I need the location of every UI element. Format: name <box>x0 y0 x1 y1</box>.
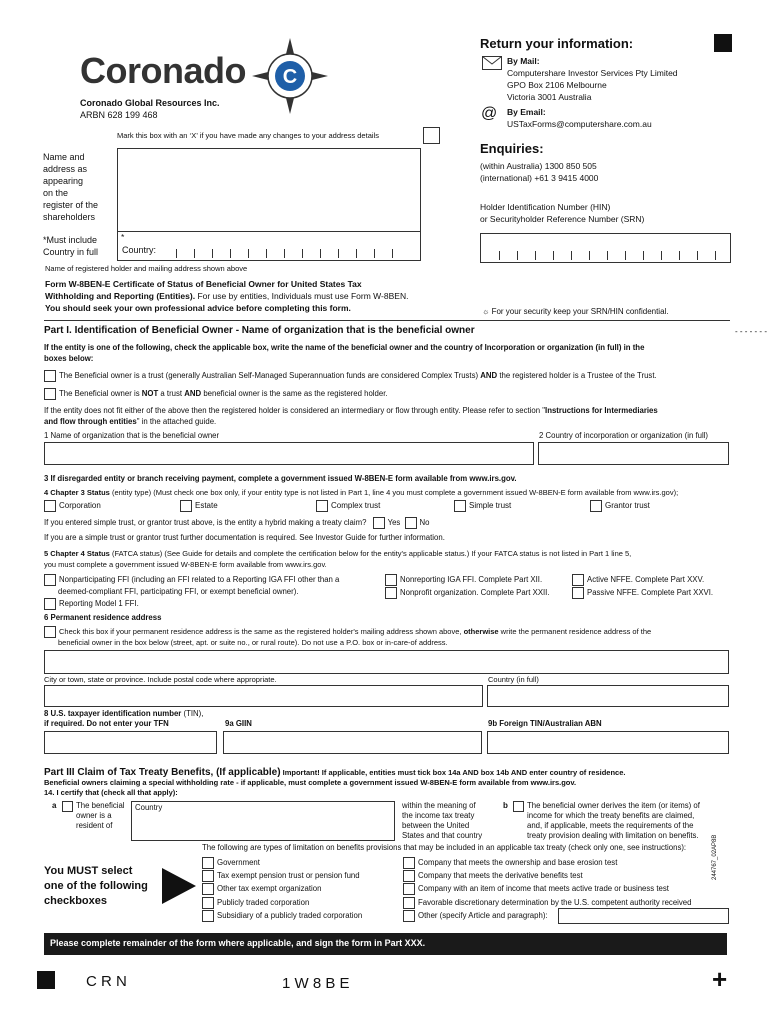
part3-title: Part III Claim of Tax Treaty Benefits, (If applicable) <box>44 767 281 778</box>
corporation-checkbox[interactable] <box>44 500 56 512</box>
nonreporting-iga-checkbox[interactable] <box>385 574 397 586</box>
b-letter: b <box>503 801 508 810</box>
resident-checkbox[interactable] <box>62 801 73 812</box>
line4-title: 4 Chapter 3 Status <box>44 488 110 497</box>
form-title-line: Form W-8BEN-E Certificate of Status of Beneficial Owner for United States Tax <box>45 279 362 289</box>
grantor-trust-checkbox[interactable] <box>590 500 602 512</box>
section-divider <box>44 320 730 321</box>
address-caption: Name of registered holder and mailing address shown above <box>45 264 248 273</box>
lob-label: Subsidiary of a publicly traded corporation <box>217 910 363 920</box>
line6-text: otherwise <box>463 626 499 636</box>
fatca-nonparticipating[interactable] <box>44 574 339 586</box>
address-label-line: address as <box>43 164 88 174</box>
meaning-line: the income tax treaty <box>402 811 475 820</box>
lob-left-options <box>202 856 362 922</box>
hybrid-question-text: If you entered simple trust, or grantor trust above, is the entity a hybrid making a treaty claim? <box>44 518 367 528</box>
address-input-box[interactable] <box>117 148 421 261</box>
compass-logo-icon <box>250 36 330 116</box>
lob-label: Other (specify Article and paragraph): <box>418 910 548 920</box>
line6-text-cont: beneficial owner in the box below (street, apt. or suite no., or rural route). Do not use a P.O. box or in-care-of address. <box>58 638 448 647</box>
part1-instructions <box>44 342 644 364</box>
security-note <box>482 307 669 316</box>
derivative-test-checkbox[interactable] <box>403 870 415 882</box>
fatca-label: Reporting Model 1 FFI. <box>59 599 139 609</box>
b-text <box>527 801 700 841</box>
resident-label <box>76 801 125 831</box>
address-label-line: appearing <box>43 176 84 186</box>
fatca-reporting-model[interactable] <box>44 598 139 610</box>
line6-title: 6 Permanent residence address <box>44 613 162 622</box>
us-tin-input[interactable] <box>44 731 217 754</box>
company-name: Coronado Global Resources Inc. <box>80 98 220 108</box>
must-include-line: *Must include <box>43 235 98 245</box>
complex-trust-checkbox[interactable] <box>316 500 328 512</box>
form-advice-line: You should seek your own professional advice before completing this form. <box>45 303 351 313</box>
reporting-model-checkbox[interactable] <box>44 598 56 610</box>
address-change-instruction: Mark this box with an ‘X’ if you have made any changes to your address details <box>117 131 379 140</box>
discretionary-checkbox[interactable] <box>403 897 415 909</box>
pointer-arrow-icon <box>162 868 196 909</box>
crn-label: C R N <box>86 973 127 990</box>
meaning-line: between the United <box>402 821 470 830</box>
note-text: " in the attached guide. <box>136 417 217 426</box>
org-name-label: 1 Name of organization that is the beneficial owner <box>44 431 220 440</box>
tin-note: if required. Do not enter your TFN <box>44 719 169 728</box>
b-text-line: The beneficial owner derives the item (or items) of <box>527 801 700 810</box>
further-docs-note: If you are a simple trust or grantor trust further documentation is required. See Investor Guide for further information. <box>44 533 445 542</box>
giin-input[interactable] <box>223 731 482 754</box>
lob-label: Company that meets the ownership and base erosion test <box>418 858 618 867</box>
line6-text: write the permanent residence address of the <box>498 626 652 636</box>
resident-text: The beneficial <box>76 801 125 810</box>
line3-text: 3 If disregarded entity or branch receiving payment, complete a government issued W-8BEN-E form available from www.irs.gov. <box>44 474 517 483</box>
option-text: beneficial owner is the same as the registered holder. <box>201 389 388 399</box>
fatca-label: Passive NFFE. Complete Part XXVI. <box>587 588 714 598</box>
address-label-line: register of the <box>43 200 99 210</box>
instruction-line: If the entity is one of the following, check the applicable box, write the name of the beneficial owner and the country of Incorporation or organization (in full) in the <box>44 343 645 352</box>
fatca-label: Active NFFE. Complete Part XXV. <box>587 575 705 585</box>
lob-option[interactable] <box>202 882 362 895</box>
corner-marker <box>714 34 732 52</box>
status-simple-trust[interactable] <box>454 500 511 512</box>
line5-desc: you must complete a government issued W-8BEN-E form available from www.irs.gov. <box>44 560 327 569</box>
lob-intro: The following are types of limitation on benefits provisions that may be included in an applicable tax treaty (check only one, see instructions): <box>202 843 687 852</box>
status-corporation[interactable] <box>44 500 101 512</box>
hybrid-no-checkbox[interactable] <box>405 517 417 529</box>
trust-option[interactable] <box>44 370 657 382</box>
instruction-banner <box>44 933 727 955</box>
part3-sub: Beneficial owners claiming a special withholding rate - if applicable, must complete a government issued W-8BEN-E form available from www.irs.gov. <box>44 778 577 787</box>
b-text-line: income for which the treaty benefits are claimed, <box>527 811 695 820</box>
country-inc-label: 2 Country of incorporation or organization (in full) <box>539 431 709 440</box>
resident-text: owner is a <box>76 811 112 820</box>
by-email-label: By Email: <box>507 107 546 117</box>
status-label: Estate <box>195 501 218 511</box>
hin-label-line: Holder Identification Number (HIN) <box>480 202 611 212</box>
org-name-input[interactable] <box>44 442 534 465</box>
a-letter: a <box>52 801 57 810</box>
other-article-checkbox[interactable] <box>403 910 415 922</box>
must-select-line: one of the following <box>44 880 148 892</box>
security-note-text: For your security keep your SRN/HIN confidential. <box>491 307 669 316</box>
status-label: Corporation <box>59 501 101 511</box>
foreign-tin-label: 9b Foreign TIN/Australian ABN <box>488 719 602 728</box>
status-grantor-trust[interactable] <box>590 500 650 512</box>
instruction-line: boxes below: <box>44 354 94 363</box>
form-title-line <box>45 290 408 302</box>
public-corp-checkbox[interactable] <box>202 897 214 909</box>
status-label: Grantor trust <box>605 501 650 511</box>
city-label: City or town, state or province. Include postal code where appropriate. <box>44 675 277 684</box>
return-info-title: Return your information: <box>480 36 634 51</box>
mail-address <box>507 67 678 103</box>
estate-checkbox[interactable] <box>180 500 192 512</box>
city-input[interactable] <box>44 685 483 707</box>
government-checkbox[interactable] <box>202 857 214 869</box>
tin-title: 8 U.S. taxpayer identification number <box>44 709 182 718</box>
fatca-label: Nonreporting IGA FFI. Complete Part XII. <box>400 575 543 585</box>
active-nffe-checkbox[interactable] <box>572 574 584 586</box>
status-complex-trust[interactable] <box>316 500 380 512</box>
fatca-label: Nonparticipating FFI (including an FFI related to a Reporting IGA FFI other than a <box>59 575 340 585</box>
hin-label <box>480 201 644 225</box>
fatca-active-nffe[interactable] <box>572 574 704 586</box>
no-label: No <box>419 518 430 528</box>
by-mail-label: By Mail: <box>507 56 540 66</box>
lob-option[interactable] <box>202 856 362 869</box>
form-title-bold: Withholding and Reporting (Entities). <box>45 291 196 301</box>
address-change-checkbox[interactable] <box>423 127 440 144</box>
hybrid-yes-checkbox[interactable] <box>373 517 385 529</box>
lob-label: Government <box>217 858 260 867</box>
lob-option[interactable] <box>202 909 362 922</box>
line4-desc: (entity type) (Must check one box only, if your entity type is not listed in Part 1, line 4 you must complete a government issued W-8BEN-E form available from www.irs.gov); <box>109 488 679 497</box>
fatca-label: Nonprofit organization. Complete Part XXII. <box>400 588 550 598</box>
form-title-rest: For use by entities, Individuals must use Form W-8BEN. <box>195 291 409 301</box>
not-trust-checkbox[interactable] <box>44 388 56 400</box>
b-text-line: treaty provision dealing with limitation on benefits. <box>527 831 699 840</box>
resident-text: resident of <box>76 821 113 830</box>
part3-sub: 14. I certify that (check all that apply): <box>44 788 178 797</box>
lob-option[interactable] <box>202 869 362 882</box>
dash-marker: - - - - - - - <box>735 327 767 336</box>
hybrid-question <box>44 517 429 529</box>
meaning-line: States and that country <box>402 831 483 840</box>
yes-label: Yes <box>387 518 401 528</box>
lob-option[interactable] <box>202 896 362 909</box>
enquiry-phones <box>480 160 598 184</box>
option-text: AND <box>480 371 498 381</box>
lob-checkbox[interactable] <box>513 801 524 812</box>
must-select-note <box>44 864 148 909</box>
enquiries-title: Enquiries: <box>480 141 544 156</box>
note-text: and flow through entities <box>44 417 137 426</box>
note-text: If the entity does not fit either of the above then the registered holder is considered an intermediary or flow through entity. Please refer to section " <box>44 406 546 415</box>
tin-title-rest: (TIN), <box>181 709 204 718</box>
line5-title: 5 Chapter 4 Status <box>44 549 110 558</box>
must-select-line: checkboxes <box>44 895 107 907</box>
ownership-test-checkbox[interactable] <box>403 857 415 869</box>
mail-icon <box>482 56 502 75</box>
option-text: AND <box>184 389 202 399</box>
tin-label <box>44 709 203 729</box>
email-address[interactable]: USTaxForms@computershare.com.au <box>507 119 652 129</box>
lob-label: Company that meets the derivative benefits test <box>418 871 583 881</box>
svg-text:C: C <box>282 66 298 88</box>
mail-line: Victoria 3001 Australia <box>507 92 592 102</box>
phone-line: (international) +61 3 9415 4000 <box>480 173 599 183</box>
banner-text: Please complete remainder of the form where applicable, and sign the form in Part XXX. <box>50 938 426 948</box>
lob-label: Tax exempt pension trust or pension fund <box>217 871 360 881</box>
address-label <box>43 151 98 223</box>
line4-label <box>44 488 678 497</box>
phone-line: (within Australia) 1300 850 505 <box>480 161 597 171</box>
option-text: a trust <box>158 389 185 399</box>
lob-option[interactable] <box>403 856 691 869</box>
arbn-number: ARBN 628 199 468 <box>80 110 158 120</box>
line5-desc: (FATCA status) (See Guide for details and complete the certification below for the entity's applicable status.) If your FATCA status is not listed in Part 1 line 5, <box>109 549 632 558</box>
b-text-line: and, if applicable, meets the requirements of the <box>527 821 694 830</box>
lob-option[interactable] <box>403 896 691 909</box>
status-label: Simple trust <box>469 501 512 511</box>
footer-marker <box>37 971 55 989</box>
fatca-nonparticipating-cont: deemed-compliant FFI, participating FFI, or exempt beneficial owner). <box>58 587 299 596</box>
country-label: Country: <box>122 245 157 255</box>
status-estate[interactable] <box>180 500 218 512</box>
at-sign-icon: @ <box>481 105 498 122</box>
lob-label: Other tax exempt organization <box>217 884 322 894</box>
subsidiary-checkbox[interactable] <box>202 910 214 922</box>
company-logo-text: Coronado <box>80 50 246 91</box>
lob-label: Publicly traded corporation <box>217 897 310 907</box>
nonprofit-checkbox[interactable] <box>385 587 397 599</box>
lob-label: Company with an item of income that meets active trade or business test <box>418 884 669 894</box>
line5-label <box>44 548 631 570</box>
other-article-input[interactable] <box>558 908 729 924</box>
nonparticipating-checkbox[interactable] <box>44 574 56 586</box>
permanent-address-input[interactable] <box>44 650 729 674</box>
side-code: 244767_02AP8B <box>712 834 718 880</box>
giin-label: 9a GIIN <box>225 719 252 728</box>
not-trust-option[interactable] <box>44 388 388 400</box>
meaning-line: within the meaning of <box>402 801 476 810</box>
foreign-tin-input[interactable] <box>487 731 729 754</box>
must-select-line: You MUST select <box>44 865 133 877</box>
same-address-option[interactable] <box>44 626 651 638</box>
same-address-checkbox[interactable] <box>44 626 56 638</box>
address-label-line: Name and <box>43 152 85 162</box>
fatca-nonprofit[interactable] <box>385 587 550 599</box>
lob-option[interactable] <box>403 869 691 882</box>
hin-srn-input[interactable] <box>480 233 731 263</box>
country-inc-input[interactable] <box>538 442 729 465</box>
lightbulb-icon: ☼ <box>482 307 490 316</box>
asterisk-marker: * <box>121 232 125 242</box>
mail-line: Computershare Investor Services Pty Limited <box>507 68 678 78</box>
treaty-meaning-text <box>402 801 482 841</box>
trust-checkbox[interactable] <box>44 370 56 382</box>
form-code: 1 W 8 B E <box>282 975 350 992</box>
note-text: Instructions for Intermediaries <box>545 406 658 415</box>
must-include-note <box>43 234 98 258</box>
fatca-nonreporting-iga[interactable] <box>385 574 542 586</box>
fatca-passive-nffe[interactable] <box>572 587 713 599</box>
intermediary-note <box>44 405 734 427</box>
lob-label: Favorable discretionary determination by the U.S. competent authority received <box>418 897 692 907</box>
exempt-org-checkbox[interactable] <box>202 883 214 895</box>
simple-trust-checkbox[interactable] <box>454 500 466 512</box>
address-label-line: shareholders <box>43 212 96 222</box>
part1-heading: Part I. Identification of Beneficial Owner - Name of organization that is the beneficial owner <box>44 325 475 336</box>
country-comb[interactable] <box>118 231 420 260</box>
residence-country-label: Country (in full) <box>488 675 539 684</box>
option-text: NOT <box>141 389 159 399</box>
treaty-country-label: Country <box>135 803 163 812</box>
plus-marker: + <box>712 964 728 994</box>
hin-label-line: or Securityholder Reference Number (SRN) <box>480 214 645 224</box>
status-label: Complex trust <box>331 501 381 511</box>
option-text: the registered holder is a Trustee of the Trust. <box>497 371 657 381</box>
pension-fund-checkbox[interactable] <box>202 870 214 882</box>
must-include-line: Country in full <box>43 247 99 257</box>
mail-line: GPO Box 2106 Melbourne <box>507 80 607 90</box>
part3-subtext <box>44 778 576 798</box>
line6-text: Check this box if your permanent residence address is the same as the registered holder's mailing address shown above, <box>59 626 464 636</box>
form-intro <box>45 278 408 314</box>
option-text: The Beneficial owner is <box>59 389 142 399</box>
passive-nffe-checkbox[interactable] <box>572 587 584 599</box>
residence-country-input[interactable] <box>487 685 729 707</box>
address-label-line: on the <box>43 188 69 198</box>
lob-option[interactable] <box>403 882 691 895</box>
active-trade-checkbox[interactable] <box>403 883 415 895</box>
option-text: The Beneficial owner is a trust (generally Australian Self-Managed Superannuation funds are considered Complex Trusts) <box>59 371 481 381</box>
treaty-country-input[interactable] <box>131 801 395 841</box>
part3-note: Important! If applicable, entities must tick box 14a AND box 14b AND enter country of residence. <box>280 768 626 777</box>
